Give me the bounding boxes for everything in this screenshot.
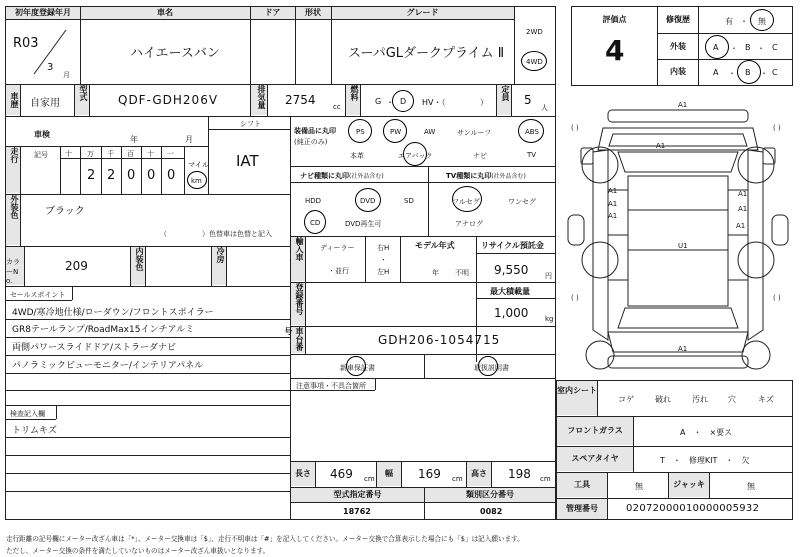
- new-warranty-circle: [346, 356, 366, 376]
- tv-type-sub: (社外品含む): [491, 173, 526, 180]
- equip-sunroof: サンルーフ: [457, 129, 492, 137]
- exterior-grade-label: 外装: [670, 42, 686, 51]
- inspection-month-unit: 月: [185, 135, 193, 144]
- interior-grade-a: A: [713, 68, 719, 77]
- displacement-unit: cc: [333, 103, 341, 111]
- exterior-grade-a-circle: [705, 35, 729, 59]
- color-no-value: 209: [65, 259, 88, 273]
- equip-abs-circle: [518, 119, 544, 143]
- displacement-label: 排気量: [251, 85, 267, 115]
- chassis-value: GDH206-1054715: [378, 333, 501, 347]
- mileage-digit-2: 2: [107, 168, 116, 183]
- tv-analog: アナログ: [455, 220, 483, 228]
- fuel-g: G: [375, 97, 382, 106]
- recycle-value: 9,550: [494, 263, 529, 277]
- damage-mark-6: A1: [738, 190, 748, 198]
- equip-airbag: エアバック: [398, 152, 433, 160]
- max-load-label: 最大積載量: [490, 287, 530, 296]
- recycle-unit: 円: [545, 272, 552, 280]
- navi-cd: CD: [310, 219, 321, 227]
- score-value: 4: [605, 34, 625, 67]
- svg-text:( ): ( ): [773, 294, 781, 302]
- shift-label: シフト: [240, 120, 261, 128]
- first-reg-era: R03: [13, 36, 39, 51]
- damage-mark-4: A1: [608, 200, 618, 208]
- jack-label: ジャッキ: [669, 473, 709, 497]
- equipment-label-text: 装備品に丸印: [294, 127, 336, 135]
- max-load-value: 1,000: [494, 306, 529, 320]
- interior-grade-dot-2: ・: [760, 69, 768, 78]
- repaint-note: （ ）色替車は色替と記入: [160, 230, 272, 238]
- drive-4wd: 4WD: [526, 58, 543, 66]
- mileage-digit-3: 0: [127, 168, 136, 183]
- navi-cd-circle: [304, 210, 326, 234]
- navi-type-sub: (社外品含む): [349, 173, 384, 180]
- capacity-value: 5: [524, 93, 532, 107]
- damage-mark-2: A1: [656, 142, 666, 150]
- equip-tv: TV: [527, 151, 537, 159]
- interior-grade-dot-1: ・: [728, 69, 736, 78]
- svg-text:( ): ( ): [571, 124, 579, 132]
- car-name-header: 車名: [80, 7, 250, 19]
- sheet-yabure: 破れ: [655, 395, 671, 404]
- exterior-grade-dot-1: ・: [730, 44, 738, 53]
- sales-points-label: セールスポイント: [10, 291, 66, 299]
- exterior-grade-a: A: [713, 43, 719, 52]
- km-label: km: [191, 177, 202, 185]
- tv-type-label-text: TV種類に丸印: [446, 172, 492, 180]
- type-designation-value: 18762: [343, 507, 371, 516]
- glass-label: フロントガラス: [557, 417, 633, 445]
- footer-line-2: ただし、メーター交換の条件を満たしていないものはメーター改ざん車扱いとなります。: [6, 547, 270, 555]
- mileage-label: 走行: [6, 147, 20, 193]
- sheet-yogore: 汚れ: [692, 395, 708, 404]
- exterior-color-value: ブラック: [45, 206, 85, 217]
- digit-label-2: 千: [107, 150, 114, 158]
- registration-label: 登録番号: [291, 283, 305, 325]
- repair-label: 修復歴: [666, 15, 690, 24]
- shift-value: IAT: [236, 152, 259, 170]
- displacement-value: 2754: [285, 93, 316, 107]
- sales-point-4: パノラミックビューモニター/インテリアパネル: [12, 361, 204, 371]
- equip-airbag-circle: [403, 142, 427, 166]
- fuel-d-circle: [392, 90, 414, 112]
- repair-sep: ・: [740, 17, 748, 26]
- import-right-h: 右H: [377, 244, 390, 252]
- mileage-digit-4: 0: [147, 168, 156, 183]
- model-year-unit: 年: [432, 269, 439, 277]
- first-reg-header: 初年度登録年月: [6, 7, 80, 19]
- width-unit: cm: [452, 475, 463, 483]
- tools-label: 工具: [557, 473, 607, 497]
- navi-hdd: HDD: [305, 197, 322, 205]
- shape-header: 形状: [295, 7, 331, 19]
- import-label: 輸入車: [291, 237, 305, 281]
- interior-sheet-label: [557, 381, 597, 415]
- damage-mark-8: A1: [736, 222, 746, 230]
- equip-ps: PS: [356, 128, 365, 136]
- manual-circle: [478, 356, 498, 376]
- navi-sd: SD: [404, 197, 414, 205]
- navi-type-label-text: ナビ種類に丸印: [300, 172, 349, 180]
- tv-oneseg: ワンセグ: [508, 198, 536, 206]
- digit-label-1: 万: [87, 150, 94, 158]
- footer-line-1: 走行距離の記号欄にメーター改ざん車は「*」、メーター交換車は「$」、走行不明車は「#」を記入してください。メーター交換で合算表示した場合にも「$」は記入願います。: [6, 535, 524, 543]
- length-label: 長さ: [291, 462, 315, 486]
- damage-mark-3: A1: [608, 187, 618, 195]
- height-unit: cm: [540, 475, 551, 483]
- svg-text:( ): ( ): [773, 124, 781, 132]
- fuel-dot: ・: [386, 98, 394, 107]
- capacity-label: 定員: [497, 85, 511, 115]
- equipment-label: [294, 126, 336, 148]
- door-header: ドア: [250, 7, 295, 19]
- car-diagram-svg: [563, 90, 796, 380]
- damage-mark-1: A1: [678, 101, 688, 109]
- model-year-unknown: 不明: [455, 269, 469, 277]
- model-value: QDF-GDH206V: [118, 93, 219, 107]
- svg-text:( ): ( ): [571, 294, 579, 302]
- import-dot: ・: [380, 256, 387, 264]
- height-value: 198: [508, 467, 531, 481]
- notes-label: 注意事項・不具合箇所: [296, 382, 366, 390]
- interior-grade-b-circle: [737, 60, 761, 84]
- vehicle-type-value: 自家用: [30, 98, 60, 109]
- glass-value: A ・ ×要ス: [680, 428, 733, 437]
- model-label: 型式: [75, 85, 89, 115]
- navi-dvd-playback: DVD再生可: [345, 220, 382, 228]
- equip-pw: PW: [390, 128, 402, 136]
- type-designation-label: 型式指定番号: [291, 488, 424, 502]
- width-label: 幅: [377, 462, 401, 486]
- spare-value: T ・ 修理KIT ・ 欠: [660, 456, 750, 465]
- inspector-note-label: 検査記入欄: [10, 410, 45, 418]
- mileage-symbol-label: 記号: [34, 151, 48, 159]
- navi-dvd-circle: [355, 188, 381, 212]
- spare-label: スペアタイヤ: [557, 447, 633, 471]
- tools-value: 無: [635, 482, 643, 491]
- exterior-grade-b: B: [745, 43, 751, 52]
- fuel-hv: HV・（: [422, 98, 446, 107]
- mileage-digit-1: 2: [87, 168, 96, 183]
- max-load-unit: kg: [545, 315, 554, 323]
- sales-point-2: GR8テールランプ/RoadMax15インチアルミ: [12, 325, 195, 335]
- navi-dvd: DVD: [360, 197, 376, 205]
- interior-grade-c: C: [772, 68, 778, 77]
- exterior-color-label: 外装色: [6, 195, 20, 245]
- tv-fullseg: フルセグ: [452, 198, 480, 206]
- class-value: 0082: [480, 507, 503, 516]
- score-label: 評価点: [602, 15, 627, 24]
- length-value: 469: [330, 467, 353, 481]
- sheet-koge: コゲ: [618, 395, 634, 404]
- damage-mark-5: A1: [608, 212, 618, 220]
- grade-value: スーパGLダークプライム Ⅱ: [348, 46, 505, 61]
- damage-mark-10: A1: [678, 345, 688, 353]
- jack-value: 無: [747, 482, 755, 491]
- mileage-digit-5: 0: [167, 168, 176, 183]
- equip-leather: 本革: [350, 152, 364, 160]
- recycle-label: リサイクル預託金: [481, 241, 544, 250]
- first-reg-month-unit: 月: [63, 71, 70, 79]
- inspector-note-text: トリムキズ: [12, 426, 57, 436]
- inspection-label: 車検: [34, 130, 50, 139]
- color-no-label: カラーNo.: [6, 247, 24, 285]
- model-year-label: モデル年式: [415, 241, 455, 250]
- import-dealer: ディーラー: [320, 244, 355, 252]
- exterior-grade-c: C: [772, 43, 778, 52]
- equip-aw: AW: [424, 128, 436, 136]
- fuel-close: ）: [480, 98, 488, 107]
- drive-4wd-circle: [521, 51, 547, 71]
- capacity-unit: 人: [541, 104, 548, 112]
- tv-type-label: [446, 171, 526, 181]
- interior-sheet-label-text: 室内シート: [557, 386, 597, 395]
- digit-label-5: 一: [167, 150, 174, 158]
- import-left-h: 左H: [377, 268, 390, 276]
- import-parallel: ・並行: [328, 267, 349, 275]
- drive-2wd: 2WD: [526, 28, 543, 36]
- damage-mark-7: A1: [738, 205, 748, 213]
- height-label: 高さ: [467, 462, 491, 486]
- sales-point-1: 4WD/寒冷地仕様/ローダウン/フロントスポイラー: [12, 308, 214, 318]
- manual: 取扱説明書: [474, 364, 509, 372]
- chassis-label: 車台番号: [284, 327, 304, 351]
- interior-grade-b: B: [745, 68, 751, 77]
- interior-grade-label: 内装: [670, 67, 686, 76]
- management-value: 0207200001000000593​2: [626, 503, 760, 514]
- navi-type-label: [300, 171, 384, 181]
- fuel-d: D: [400, 97, 407, 106]
- damage-mark-9: U1: [678, 242, 688, 250]
- first-reg-month: 3: [47, 62, 54, 73]
- vehicle-history-label: 車歴: [6, 85, 20, 115]
- equip-pw-circle: [383, 119, 407, 143]
- sales-point-3: 両側パワースライドドア/ストラーダナビ: [12, 343, 177, 353]
- sheet-kizu: キズ: [758, 395, 774, 404]
- repair-no-circle: [750, 9, 774, 31]
- fuel-label: 燃料: [346, 85, 360, 115]
- interior-color-label: 内装色: [131, 247, 145, 285]
- management-label: 管理番号: [557, 499, 607, 519]
- equipment-sub: (純正のみ): [294, 138, 328, 146]
- km-circle: [187, 171, 207, 189]
- tv-fullseg-circle: [452, 186, 482, 212]
- digit-label-4: 十: [147, 150, 154, 158]
- car-name: ハイエースバン: [130, 46, 220, 61]
- class-label: 類別区分番号: [425, 488, 555, 502]
- exterior-grade-dot-2: ・: [757, 44, 765, 53]
- inspection-year-unit: 年: [130, 135, 138, 144]
- equip-abs: ABS: [525, 128, 539, 136]
- width-value: 169: [418, 467, 441, 481]
- repair-no: 無: [758, 17, 766, 26]
- grade-header: グレード: [331, 7, 514, 19]
- length-unit: cm: [364, 475, 375, 483]
- equip-ps-circle: [348, 119, 372, 143]
- new-warranty: 新車保証書: [340, 364, 375, 372]
- digit-label-0: 十: [65, 150, 72, 158]
- sheet-ana: 穴: [728, 395, 736, 404]
- repair-yes: 有: [725, 17, 733, 26]
- cold-label: 冷房: [212, 247, 226, 285]
- mile-label: マイル: [188, 161, 209, 169]
- digit-label-3: 百: [127, 150, 134, 158]
- equip-navi: ナビ: [473, 152, 487, 160]
